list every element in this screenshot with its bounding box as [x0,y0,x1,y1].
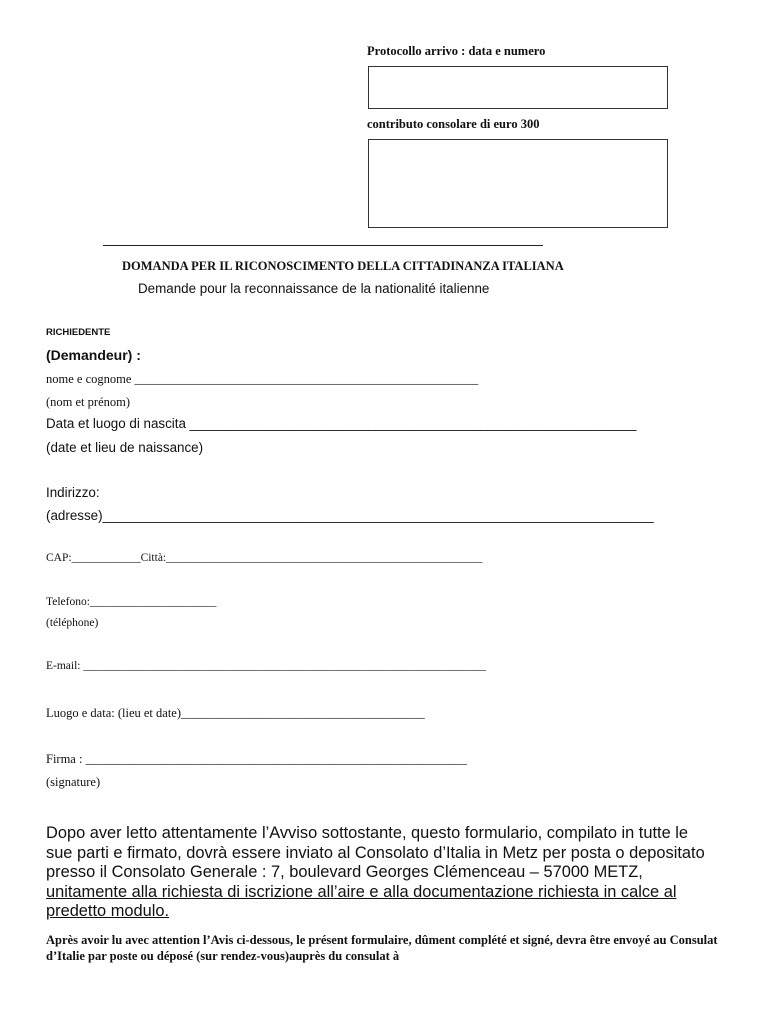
contribution-label: contributo consolare di euro 300 [367,117,540,131]
notice-italian-underlined: unitamente alla richiesta di iscrizione all’aire e alla documentazione richiesta in calce al predetto modulo. [46,882,677,920]
form-subtitle: Demande pour la reconnaissance de la nationalité italienne [138,281,490,296]
section-label-applicant-fr: (Demandeur) : [46,347,141,363]
title-separator [103,245,543,246]
notice-french: Après avoir lu avec attention l’Avis ci-dessous, le présent formulaire, dûment complété et signé, devra être envoyé au Consulat d’Italie par poste ou déposé (sur rendez-vous)auprès du consulat à [46,933,718,963]
address-field[interactable]: (adresse)__________________________________________________________________________ [46,508,654,523]
birth-field[interactable]: Data et luogo di nascita ____________________________________________________________ [46,416,637,431]
email-field[interactable]: E-mail: ______________________________________________________________________ [46,660,486,672]
contribution-box[interactable] [368,139,668,228]
form-title: DOMANDA PER IL RICONOSCIMENTO DELLA CITTADINANZA ITALIANA [122,259,564,273]
protocol-box[interactable] [368,66,668,109]
phone-label-fr: (téléphone) [46,617,99,629]
protocol-label: Protocollo arrivo : data e numero [367,44,546,58]
birth-label-fr: (date et lieu de naissance) [46,440,204,455]
signature-field[interactable]: Firma : _____________________________________________________________ [46,752,467,766]
cap-city-field[interactable]: CAP:____________Città:_______________________________________________________ [46,552,483,564]
place-date-field[interactable]: Luogo e data: (lieu et date)_______________________________________ [46,706,425,720]
section-label-applicant: RICHIEDENTE [46,327,111,338]
notice-italian-text: Dopo aver letto attentamente l’Avviso sottostante, questo formulario, compilato in tutte le sue parti e firmato, dovrà essere inviato al Consolato d’Italia in Metz per posta o depositato presso il Consolato Generale : 7, boulevard Georges Clémenceau – 57000 METZ, [46,824,705,881]
address-label: Indirizzo: [46,485,100,500]
phone-field[interactable]: Telefono:______________________ [46,596,217,608]
name-field[interactable]: nome e cognome _______________________________________________________ [46,372,479,386]
signature-label-fr: (signature) [46,775,101,789]
notice-italian [46,824,716,922]
name-label-fr: (nom et prénom) [46,395,131,409]
